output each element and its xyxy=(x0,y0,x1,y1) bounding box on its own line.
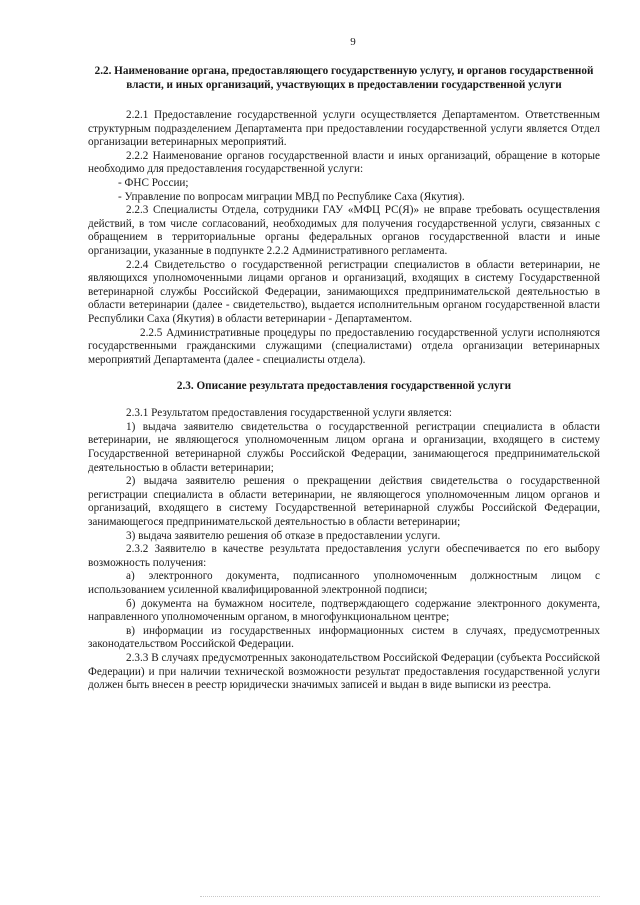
section-heading-2-3: 2.3. Описание результата предоставления государственной услуги xyxy=(176,380,512,393)
result-item-3: 3) выдача заявителю решения об отказе в предоставлении услуги. xyxy=(126,529,441,542)
option-item-v: в) информации из государственных информационных систем в случаях, предусмотренных законодательством Российской Федерации. xyxy=(88,624,600,651)
section-2-2-body xyxy=(88,109,600,367)
option-item-b: б) документа на бумажном носителе, подтверждающего содержание электронного документа, направленного уполномоченным органом, в многофункциональном центре; xyxy=(88,597,600,624)
scan-footer-marks xyxy=(200,890,600,897)
list-item-migration: - Управление по вопросам миграции МВД по Республике Саха (Якутия). xyxy=(118,190,465,203)
list-item-fns: - ФНС России; xyxy=(118,176,189,189)
paragraph-2-3-2: 2.3.2 Заявителю в качестве результата предоставления услуги обеспечивается по его выбору возможность получения: xyxy=(88,543,600,569)
paragraph-2-2-1: 2.2.1 Предоставление государственной услуги осуществляется Департаментом. Ответственным структурным подразделением Департамента при предоставлении государственной услуги является Отдел организации ветеринарных мероприятий. xyxy=(88,109,600,149)
paragraph-2-2-3: 2.2.3 Специалисты Отдела, сотрудники ГАУ «МФЦ РС(Я)» не вправе требовать осуществления действий, в том числе согласований, необходимых для получения государственной услуги, связанных с обращением в территориальные органы федеральных органов государственной власти и иные организации, указанные в подпункте 2.2.2 Административного регламента. xyxy=(88,204,600,257)
paragraph-2-2-2: 2.2.2 Наименование органов государственной власти и иных организаций, обращение в которые необходимо для предоставления государственной услуги: xyxy=(88,149,600,176)
paragraph-2-3-3: 2.3.3 В случаях предусмотренных законодательством Российской Федерации (субъекта Российской Федерации) и при наличии технической возможности результат предоставления государственной услуги должен быть внесен в реестр юридически значимых записей и выдан в виде выписки из реестра. xyxy=(88,651,600,692)
page-number: 9 xyxy=(350,36,356,48)
section-2-3-body xyxy=(88,407,600,692)
paragraph-2-2-4: 2.2.4 Свидетельство о государственной регистрации специалистов в области ветеринарии, не являющихся уполномоченными лицами органов и организаций, входящих в систему Государственной ветеринарной службы Российской Федерации, занимающихся предпринимательской деятельностью в области ветеринарии (далее - свидетельство), выдается исполнительным органом государственной власти Республики Саха (Якутия) в области ветеринарии - Департаментом. xyxy=(88,258,600,325)
result-item-2: 2) выдача заявителю решения о прекращении действия свидетельства о государственной регистрации специалиста в области ветеринарии, не являющегося уполномоченным лицом органов и организаций, входящего в систему Государственной ветеринарной службы Российской Федерации, занимающегося предпринимательской деятельностью в области ветеринарии; xyxy=(88,475,600,529)
option-item-a: а) электронного документа, подписанного уполномоченным должностным лицом с использованием усиленной квалифицированной электронной подписи; xyxy=(88,570,600,596)
paragraph-2-3-1: 2.3.1 Результатом предоставления государственной услуги является: xyxy=(126,407,452,420)
result-item-1: 1) выдача заявителю свидетельства о государственной регистрации специалиста в области ветеринарии, не являющегося уполномоченным лицом органа и организации, входящего в систему Государственной ветеринарной службы Российской Федерации, занимающегося предпринимательской деятельностью в области ветеринарии; xyxy=(88,420,600,474)
section-heading-2-2: 2.2. Наименование органа, предоставляющего государственную услугу, и органов государственной власти, и иных организаций, участвующих в предоставлении государственной услуги xyxy=(94,65,594,91)
paragraph-2-2-5: 2.2.5 Административные процедуры по предоставлению государственной услуги исполняются государственными гражданскими служащими (специалистами) отдела организации ветеринарных мероприятий Департамента (далее - специалисты отдела). xyxy=(88,326,600,366)
